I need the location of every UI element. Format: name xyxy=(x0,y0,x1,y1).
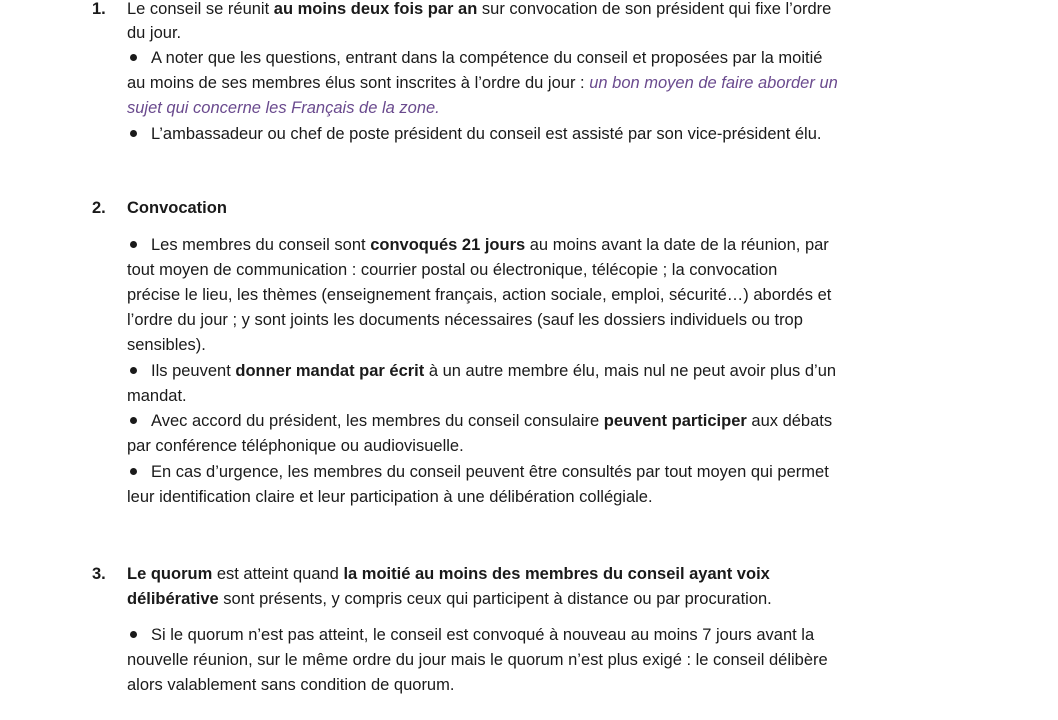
paragraph-line xyxy=(127,71,838,96)
bullet-icon xyxy=(130,468,137,475)
bullet-item xyxy=(127,46,822,71)
bold-text: convoqués 21 jours xyxy=(370,236,526,254)
paragraph-line: alors valablement sans condition de quorum. xyxy=(127,676,455,694)
text: Les membres du conseil sont xyxy=(151,236,371,254)
bullet-icon xyxy=(130,241,137,248)
text: En cas d’urgence, les membres du conseil peuvent être consultés par tout moyen qui permet xyxy=(151,463,829,481)
paragraph-line xyxy=(127,587,772,612)
text: au moins avant la date de la réunion, par xyxy=(525,236,829,254)
text: Avec accord du président, les membres du conseil consulaire xyxy=(151,412,604,430)
bullet-item xyxy=(127,359,836,384)
text: au moins de ses membres élus sont inscrites à l’ordre du jour : xyxy=(127,74,590,92)
text: sont présents, y compris ceux qui participent à distance ou par procuration. xyxy=(218,590,772,608)
bold-text: au moins deux fois par an xyxy=(273,0,478,18)
paragraph-line: tout moyen de communication : courrier postal ou électronique, télécopie ; la convocation xyxy=(127,261,778,279)
bullet-icon xyxy=(130,367,137,374)
bullet-icon xyxy=(130,130,137,137)
text: à un autre membre élu, mais nul ne peut avoir plus d’un xyxy=(424,362,837,380)
bullet-icon xyxy=(130,417,137,424)
section-title: Convocation xyxy=(127,199,227,217)
paragraph-line xyxy=(127,0,831,22)
bullet-icon xyxy=(130,54,137,61)
bullet-item xyxy=(127,233,829,258)
text: sur convocation de son président qui fixe l’ordre xyxy=(477,0,832,18)
paragraph-line xyxy=(127,562,770,587)
bullet-icon xyxy=(130,631,137,638)
text: Le conseil se réunit xyxy=(127,0,274,18)
paragraph-line: par conférence téléphonique ou audiovisuelle. xyxy=(127,437,464,455)
text: Ils peuvent xyxy=(151,362,236,380)
bold-text: délibérative xyxy=(127,590,219,608)
text: A noter que les questions, entrant dans la compétence du conseil et proposées par la moitié xyxy=(151,49,823,67)
bullet-item xyxy=(127,623,814,648)
text: est atteint quand xyxy=(212,565,344,583)
bullet-item xyxy=(127,409,832,434)
bold-text: donner mandat par écrit xyxy=(235,362,425,380)
bold-text: peuvent participer xyxy=(603,412,747,430)
paragraph-line: nouvelle réunion, sur le même ordre du jour mais le quorum n’est plus exigé : le conseil délibère xyxy=(127,651,828,669)
paragraph-line: l’ordre du jour ; y sont joints les documents nécessaires (sauf les dossiers individuels ou trop xyxy=(127,311,803,329)
paragraph-line: sensibles). xyxy=(127,336,206,354)
item-number: 3. xyxy=(92,565,106,583)
italic-line: sujet qui concerne les Français de la zone. xyxy=(127,99,440,117)
item-number: 1. xyxy=(92,0,106,18)
paragraph-line: leur identification claire et leur participation à une délibération collégiale. xyxy=(127,488,653,506)
italic-text: un bon moyen de faire aborder un xyxy=(589,74,838,92)
paragraph-line: du jour. xyxy=(127,24,182,42)
text: L’ambassadeur ou chef de poste président du conseil est assisté par son vice-président élu. xyxy=(151,125,822,143)
paragraph-line: mandat. xyxy=(127,387,187,405)
paragraph-line: précise le lieu, les thèmes (enseignement français, action sociale, emploi, sécurité…) abordés et xyxy=(127,286,832,304)
bold-text: la moitié au moins des membres du conseil ayant voix xyxy=(343,565,770,583)
bullet-item xyxy=(127,460,829,485)
text: Si le quorum n’est pas atteint, le conseil est convoqué à nouveau au moins 7 jours avant la xyxy=(151,626,815,644)
bold-text: Le quorum xyxy=(127,565,213,583)
item-number: 2. xyxy=(92,199,106,217)
text: aux débats xyxy=(746,412,833,430)
bullet-item xyxy=(127,122,821,147)
